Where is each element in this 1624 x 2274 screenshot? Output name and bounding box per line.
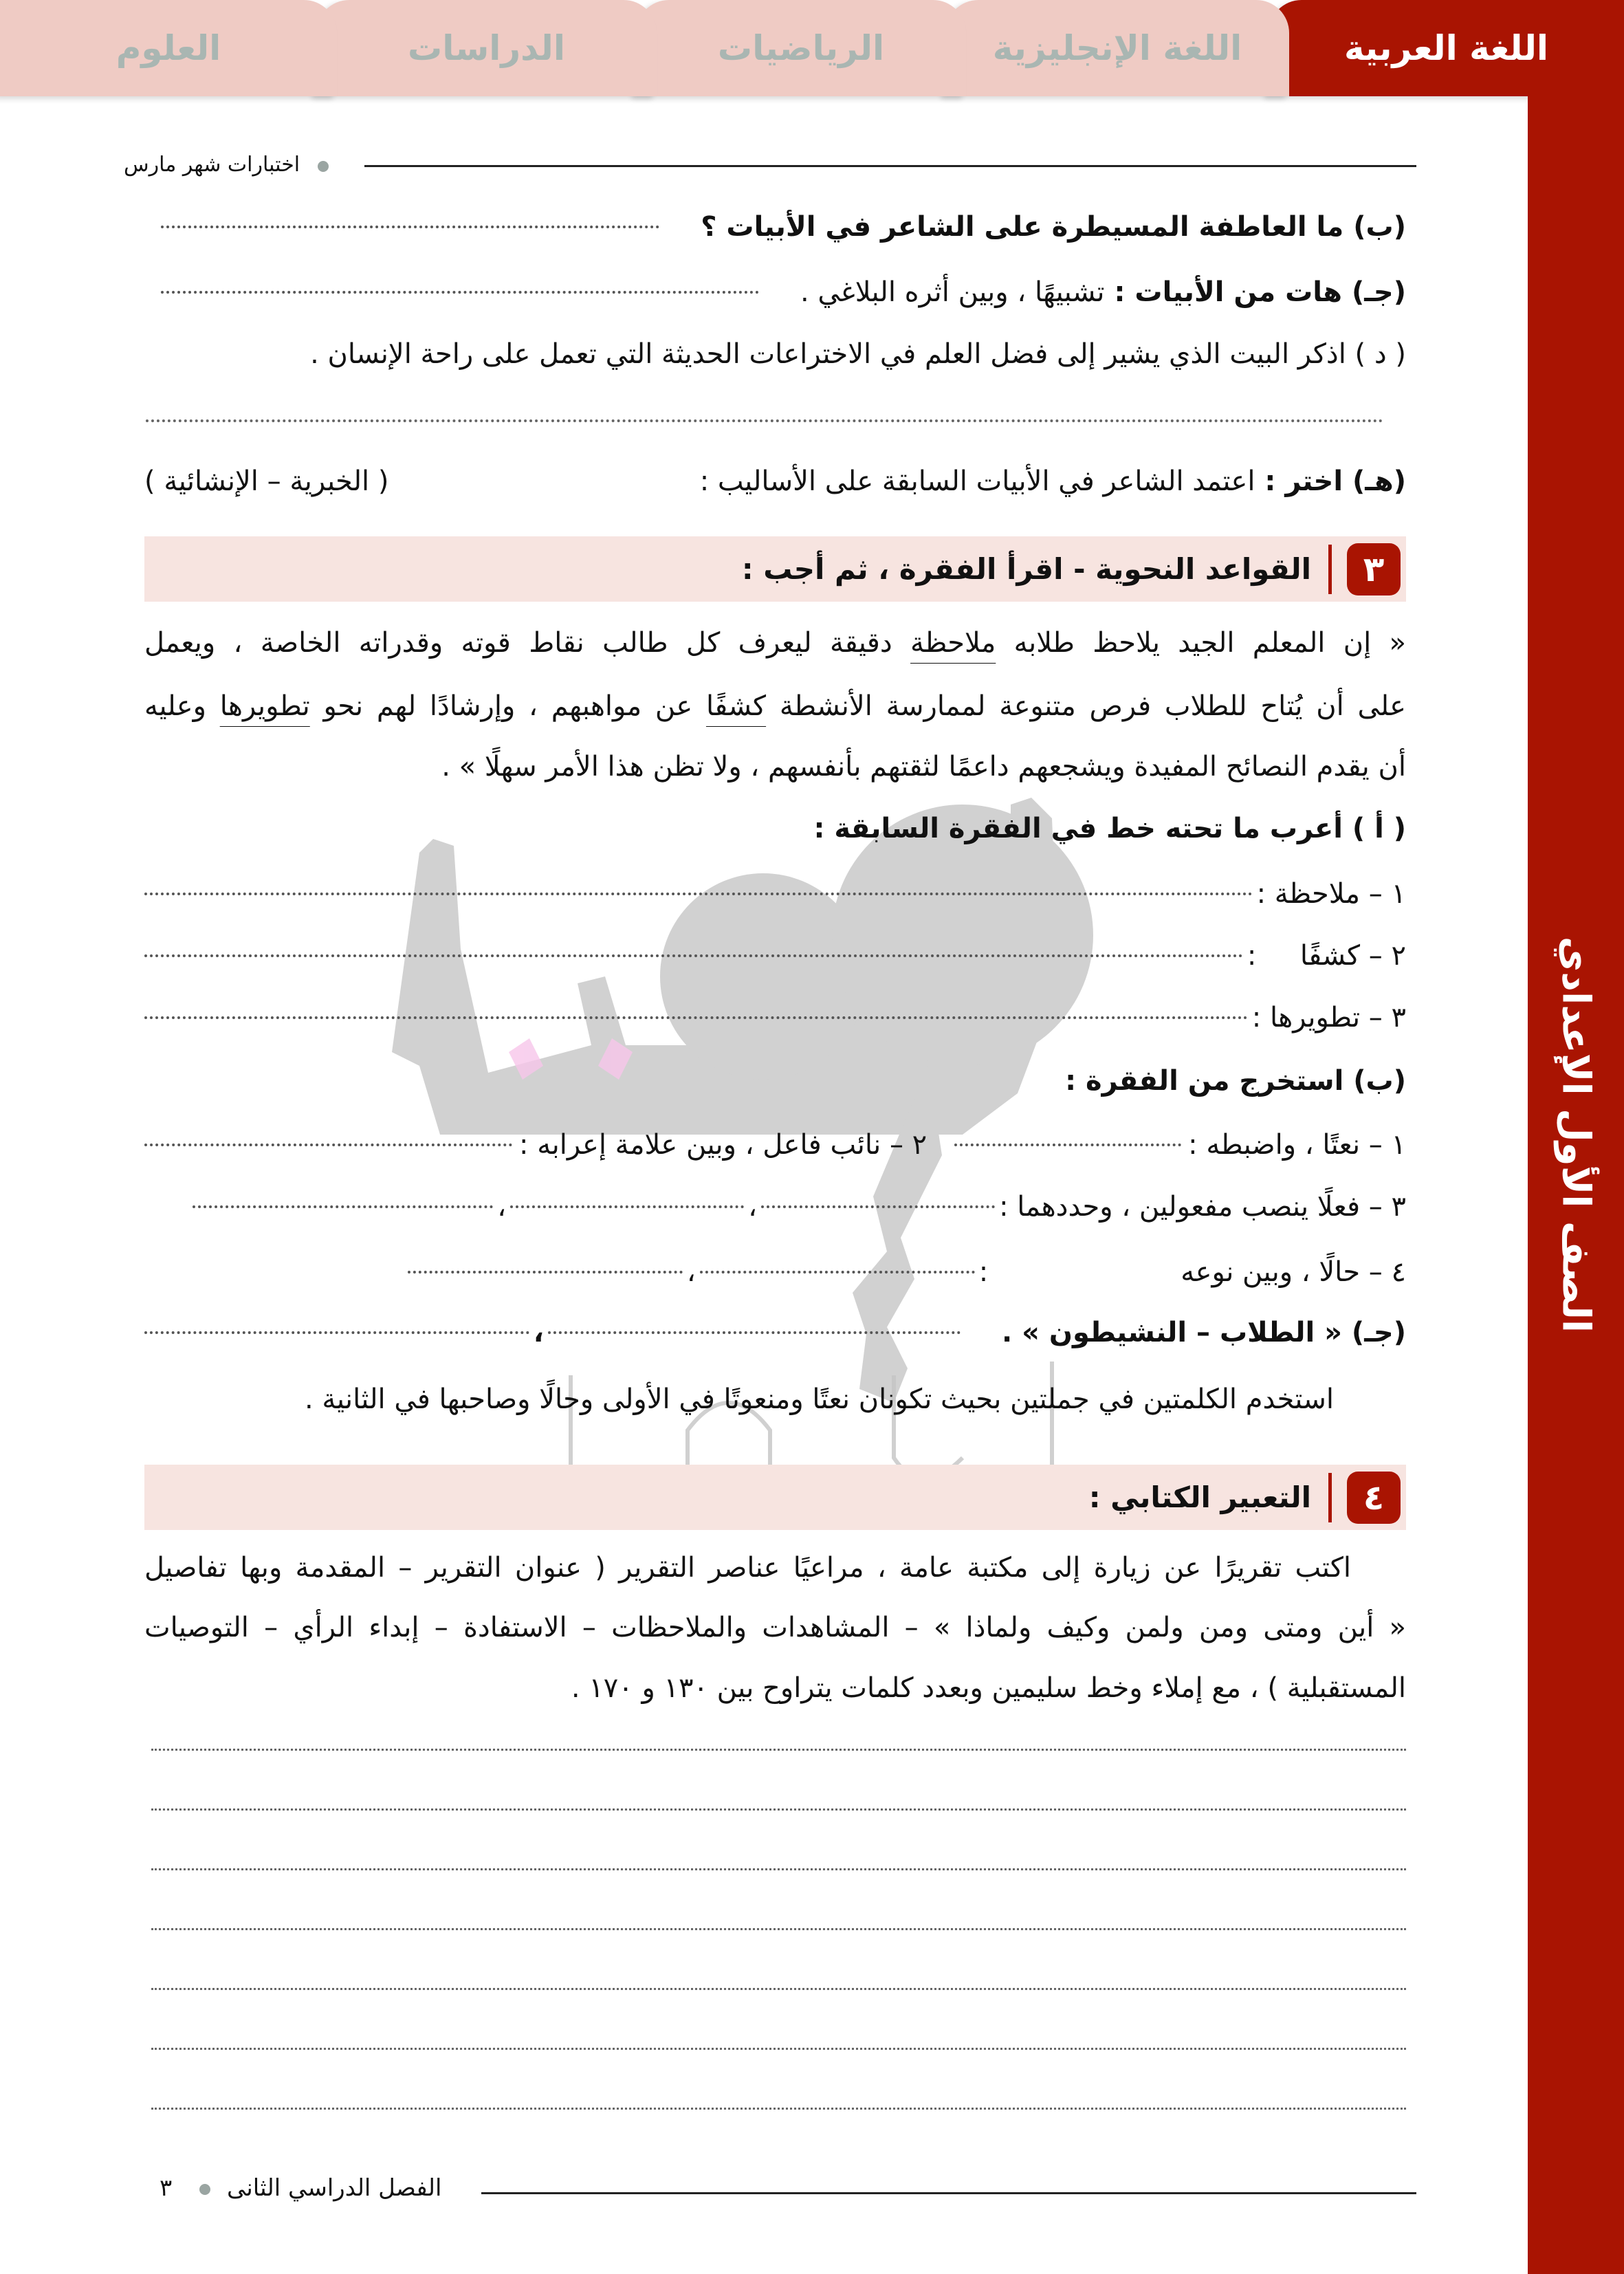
answer-line[interactable]: [193, 1205, 493, 1208]
item-label: ٣ – تطويرها :: [1251, 1002, 1406, 1034]
tab-label: الدراسات: [408, 28, 565, 68]
answer-line[interactable]: [144, 954, 1243, 957]
answer-line[interactable]: [161, 291, 759, 294]
section-number: ٣: [1347, 543, 1401, 595]
separator: ،: [686, 1256, 696, 1288]
question-b: [144, 206, 1406, 248]
answer-line[interactable]: [161, 226, 659, 228]
section-title: القواعد النحوية - اقرأ الفقرة ، ثم أجب :: [741, 552, 1311, 586]
text: عن مواهبهم ، وإرشادًا لهم نحو: [309, 690, 706, 722]
answer-line[interactable]: [144, 1144, 512, 1146]
underlined-word: تطويرها: [219, 690, 310, 722]
tab-label: الرياضيات: [717, 28, 885, 68]
answer-line[interactable]: [761, 1205, 995, 1208]
item-label: ١ – نعتًا ، واضبطه :: [1188, 1129, 1406, 1161]
section-3-header: [144, 536, 1406, 602]
bullet-icon: [318, 161, 329, 172]
part-b-item: [144, 1124, 1406, 1166]
answer-line[interactable]: [510, 1205, 744, 1208]
question-text: تشبيهًا ، وبين أثره البلاغي .: [800, 276, 1105, 308]
tab-label: اللغة العربية: [1343, 28, 1549, 68]
instruction-text: استخدم الكلمتين في جملتين بحيث تكونان نعتًا ومنعوتًا في الأولى وحالًا وصاحبها في الثانية .: [305, 1384, 1334, 1415]
footer-term: الفصل الدراسي الثانى: [227, 2174, 442, 2202]
answer-line[interactable]: [144, 1331, 529, 1334]
question-text: ( د ) اذكر البيت الذي يشير إلى فضل العلم في الاختراعات الحديثة التي تعمل على راحة الإنسان .: [310, 338, 1406, 370]
question-h: [144, 461, 1406, 502]
section-title: التعبير الكتابي :: [1088, 1480, 1311, 1514]
writing-line[interactable]: [151, 1808, 1406, 1811]
tab-math[interactable]: [636, 0, 966, 96]
paragraph-line: [144, 622, 1406, 664]
underlined-word: ملاحظة: [910, 627, 996, 659]
item-label: ٣ – فعلًا ينصب مفعولين ، وحددهما :: [999, 1191, 1406, 1223]
question-text: (ب) ما العاطفة المسيطرة على الشاعر في الأبيات ؟: [701, 211, 1406, 243]
question-label: (جـ) هات من الأبيات :: [1114, 276, 1406, 308]
separator: ،: [497, 1191, 507, 1223]
part-j-instruction: [305, 1379, 1406, 1420]
part-a-title: [144, 808, 1406, 849]
section-number: ٤: [1347, 1472, 1401, 1524]
choice-options: ( الخبرية – الإنشائية ): [144, 466, 389, 497]
text: دقيقة ليعرف كل طالب نقاط قوته وقدراته الخاصة ، ويعمل: [144, 627, 911, 659]
question-d: [144, 334, 1406, 375]
divider: [1328, 1473, 1332, 1522]
writing-line[interactable]: [151, 1928, 1406, 1930]
part-j: [144, 1312, 1406, 1353]
question-text: (ب) استخرج من الفقرة :: [1065, 1065, 1406, 1097]
part-b-item: [144, 1186, 1406, 1227]
answer-line[interactable]: [144, 893, 1253, 895]
paragraph-line: [144, 686, 1406, 727]
bullet-icon: [199, 2184, 210, 2195]
separator: ،: [533, 1317, 544, 1348]
underlined-word: كشفًا: [705, 690, 767, 722]
question-text: ( أ ) أعرب ما تحته خط في الفقرة السابقة :: [813, 813, 1406, 844]
text: اكتب تقريرًا عن زيارة إلى مكتبة عامة ، مراعيًا عناصر التقرير ( عنوان التقرير – المقدمة وبها تفاصيل: [144, 1552, 1351, 1584]
header-divider: [364, 165, 1416, 167]
answer-line[interactable]: [700, 1271, 975, 1273]
tab-label: اللغة الإنجليزية: [992, 28, 1242, 68]
writing-line[interactable]: [151, 1988, 1406, 1990]
tab-label: العلوم: [116, 28, 221, 68]
part-b-title: [144, 1060, 1406, 1102]
paragraph-line: [144, 1547, 1406, 1588]
answer-line[interactable]: [954, 1144, 1181, 1146]
tab-arabic[interactable]: [1269, 0, 1624, 96]
part-a-item: [144, 873, 1406, 915]
paragraph-line: « أين ومتى ومن ولمن وكيف ولماذا » – المشاهدات والملاحظات – الاستفادة – إبداء الرأي – التوصيات: [144, 1612, 1406, 1643]
separator: ،: [748, 1191, 758, 1223]
writing-line[interactable]: [151, 1749, 1406, 1751]
question-text: اعتمد الشاعر في الأبيات السابقة على الأساليب :: [699, 466, 1255, 497]
part-b-item: [144, 1251, 1406, 1293]
tab-english[interactable]: [945, 0, 1289, 96]
item-label: ٢ – كشفًا :: [1247, 940, 1406, 972]
text: « إن المعلم الجيد يلاحظ طلابه: [996, 627, 1406, 659]
answer-line[interactable]: [146, 419, 1383, 422]
writing-line[interactable]: [151, 1868, 1406, 1870]
writing-line[interactable]: [151, 2048, 1406, 2050]
text: وعليه: [144, 690, 220, 722]
answer-line[interactable]: [408, 1271, 683, 1273]
text: على أن يُتاح للطلاب فرص متنوعة لممارسة الأنشطة: [766, 690, 1406, 722]
page-number: ٣: [160, 2174, 173, 2202]
item-label: ٤ – حالًا ، وبين نوعه: [1181, 1256, 1406, 1288]
paragraph-line: أن يقدم النصائح المفيدة ويشجعهم داعمًا لثقتهم بأنفسهم ، ولا تظن هذا الأمر سهلًا » .: [441, 751, 1406, 783]
answer-line[interactable]: [144, 1016, 1248, 1019]
item-label: ٢ – نائب فاعل ، وبين علامة إعرابه :: [519, 1129, 928, 1161]
section-4-header: [144, 1465, 1406, 1530]
item-label: ١ – ملاحظة :: [1256, 878, 1406, 910]
tab-social-studies[interactable]: [316, 0, 657, 96]
question-label: (هـ) اختر :: [1264, 466, 1406, 497]
part-a-item: [144, 997, 1406, 1038]
footer-divider: [481, 2192, 1416, 2194]
tab-science[interactable]: [0, 0, 337, 96]
divider: [1328, 545, 1332, 594]
answer-line[interactable]: [548, 1331, 961, 1334]
header-title: اختبارات شهر مارس: [124, 153, 300, 177]
part-a-item: [144, 935, 1406, 976]
grade-label: الصف الأول الإعدادي: [1553, 936, 1599, 1333]
question-j: [144, 272, 1406, 313]
writing-line[interactable]: [151, 2108, 1406, 2110]
question-text: (جـ) « الطلاب – النشيطون » .: [1001, 1317, 1406, 1348]
colon: :: [978, 1256, 989, 1288]
paragraph-line: المستقبلية ) ، مع إملاء وخط سليمين وبعدد كلمات يتراوح بين ١٣٠ و ١٧٠ .: [571, 1672, 1406, 1704]
